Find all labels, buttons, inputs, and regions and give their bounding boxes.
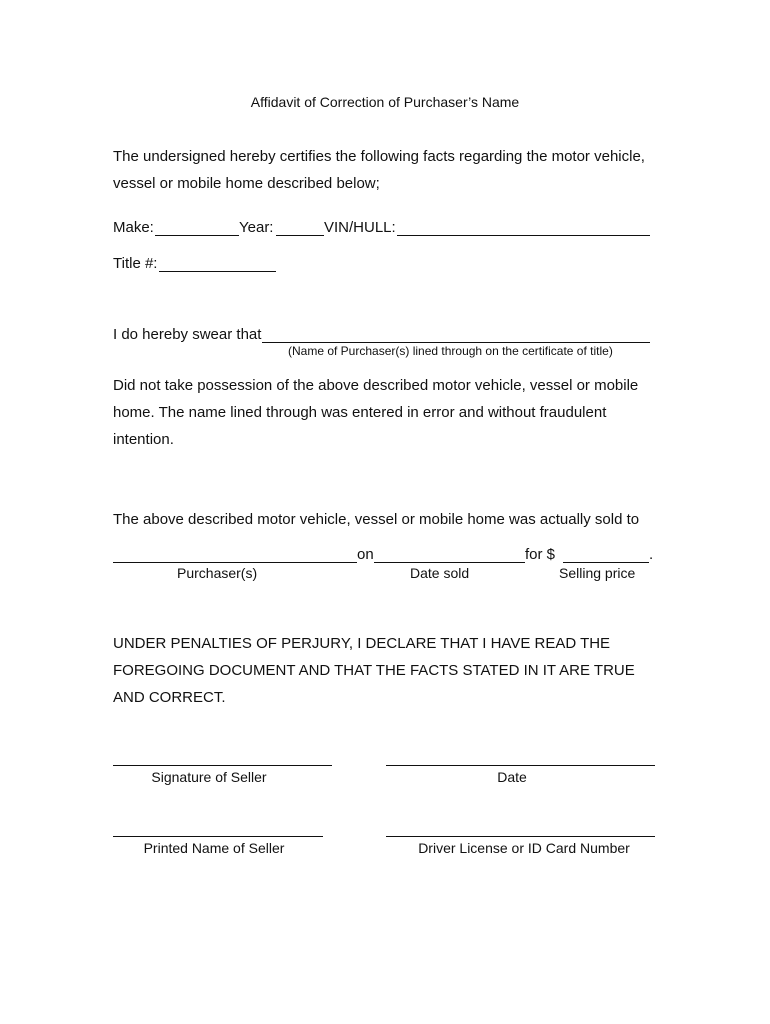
possession-line-2: home. The name lined through was entered in error and without fraudulent bbox=[113, 404, 607, 421]
sale-text: The above described motor vehicle, vessel or mobile home was actually sold to bbox=[113, 511, 640, 528]
printed-name-field[interactable] bbox=[113, 836, 323, 837]
year-field[interactable] bbox=[276, 235, 324, 236]
purchaser-caption: Purchaser(s) bbox=[177, 565, 258, 581]
purchaser-field[interactable] bbox=[113, 562, 357, 563]
perjury-line-3: AND CORRECT. bbox=[113, 689, 226, 706]
signature-date-field[interactable] bbox=[386, 765, 655, 766]
selling-price-caption: Selling price bbox=[559, 565, 636, 581]
title-number-label: Title #: bbox=[113, 255, 158, 272]
intro-line-1: The undersigned hereby certifies the following facts regarding the motor vehicle, bbox=[113, 148, 645, 165]
sale-period: . bbox=[649, 546, 654, 563]
for-label: for $ bbox=[525, 546, 556, 563]
signature-date-caption: Date bbox=[497, 769, 527, 785]
document-title: Affidavit of Correction of Purchaser’s Name bbox=[250, 94, 520, 110]
make-label: Make: bbox=[113, 219, 154, 236]
perjury-line-1: UNDER PENALTIES OF PERJURY, I DECLARE THAT I HAVE READ THE bbox=[113, 635, 611, 652]
purchaser-name-field[interactable] bbox=[262, 342, 650, 343]
vin-field[interactable] bbox=[397, 235, 650, 236]
date-sold-field[interactable] bbox=[374, 562, 525, 563]
year-label: Year: bbox=[239, 219, 274, 236]
date-sold-caption: Date sold bbox=[410, 565, 470, 581]
possession-line-1: Did not take possession of the above described motor vehicle, vessel or mobile bbox=[113, 377, 639, 394]
selling-price-field[interactable] bbox=[563, 562, 649, 563]
on-label: on bbox=[357, 546, 374, 563]
perjury-line-2: FOREGOING DOCUMENT AND THAT THE FACTS STATED IN IT ARE TRUE bbox=[113, 662, 635, 679]
signature-caption: Signature of Seller bbox=[151, 769, 267, 785]
make-field[interactable] bbox=[155, 235, 239, 236]
possession-line-3: intention. bbox=[113, 431, 174, 448]
license-field[interactable] bbox=[386, 836, 655, 837]
signature-field[interactable] bbox=[113, 765, 332, 766]
printed-name-caption: Printed Name of Seller bbox=[143, 840, 285, 856]
title-number-field[interactable] bbox=[159, 271, 276, 272]
intro-line-2: vessel or mobile home described below; bbox=[113, 175, 380, 192]
purchaser-name-caption: (Name of Purchaser(s) lined through on the certificate of title) bbox=[288, 344, 613, 358]
swear-text: I do hereby swear that bbox=[113, 326, 262, 343]
vin-label: VIN/HULL: bbox=[324, 219, 396, 236]
license-caption: Driver License or ID Card Number bbox=[418, 840, 630, 856]
